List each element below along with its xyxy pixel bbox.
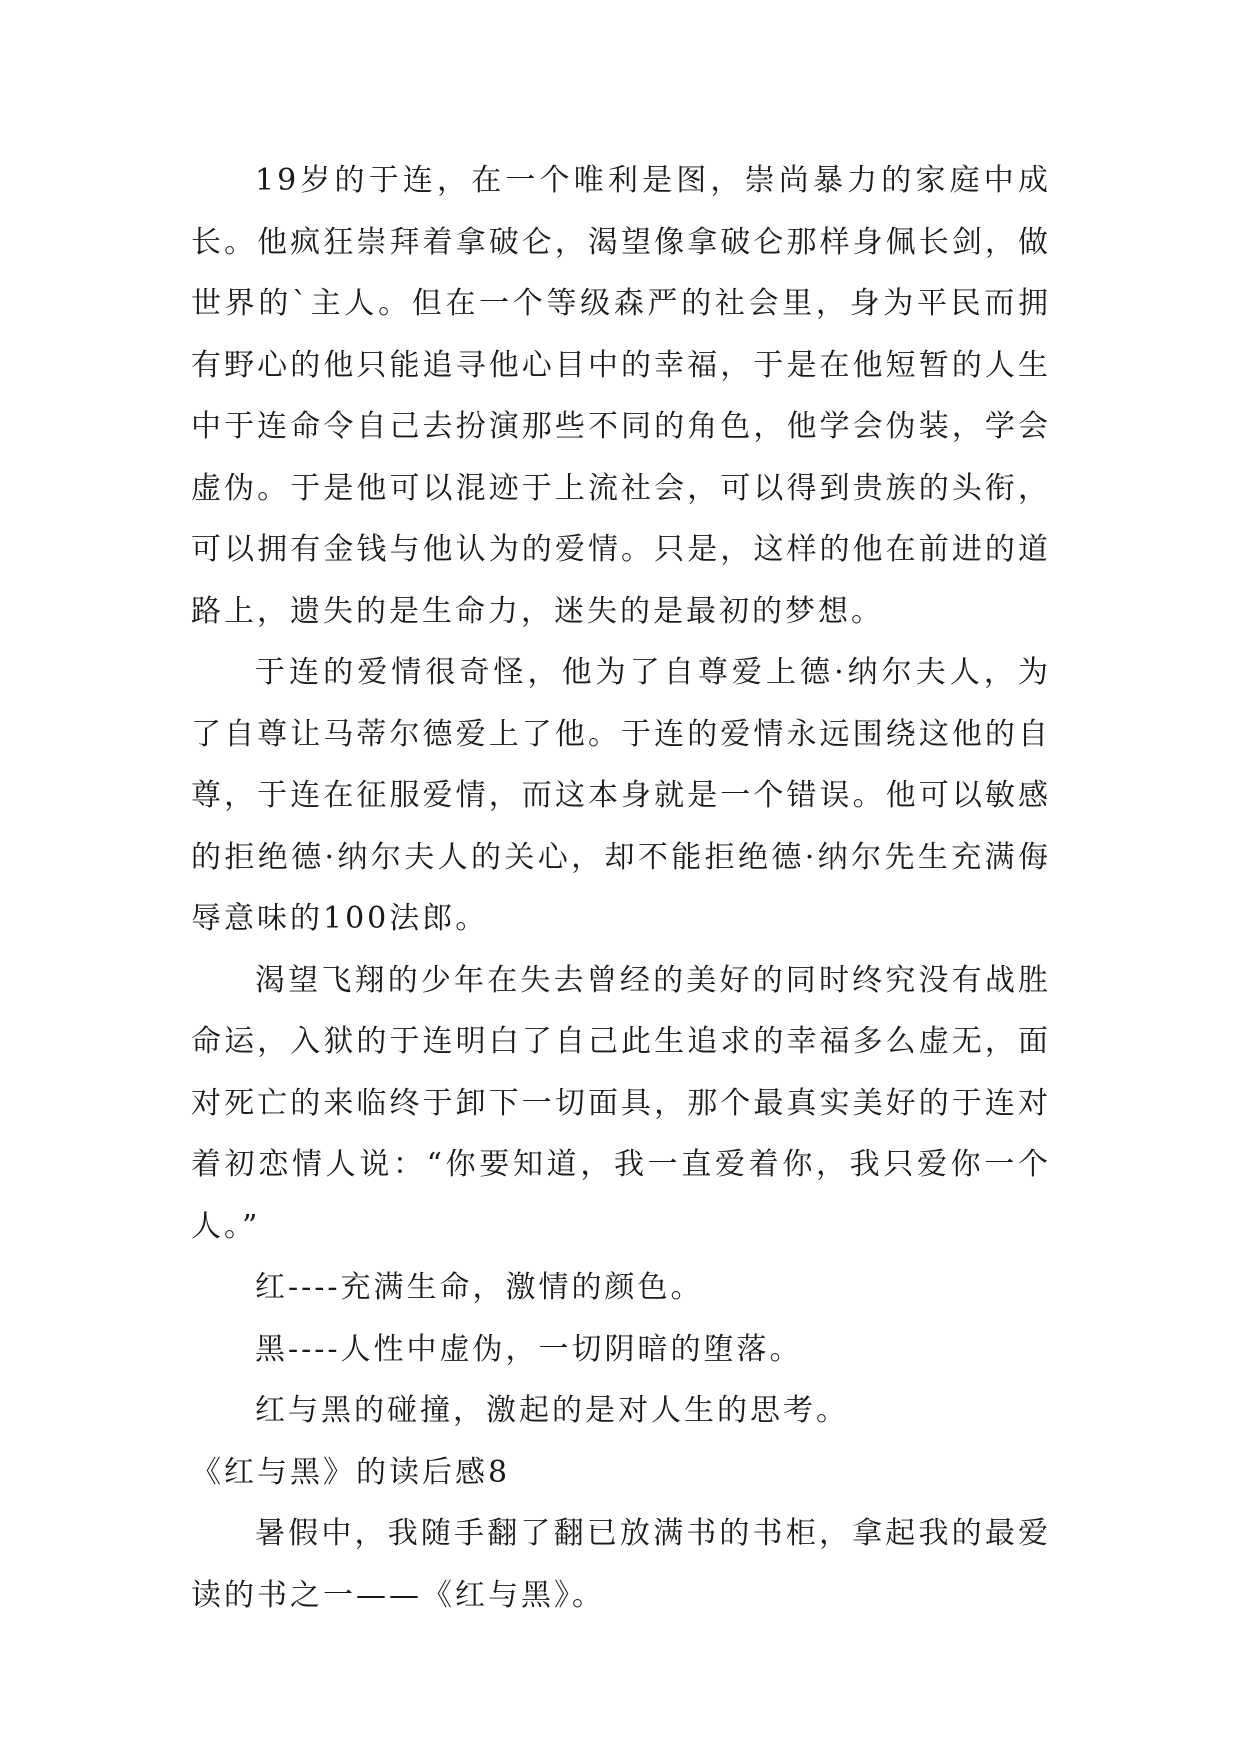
paragraph-1: 19岁的于连，在一个唯利是图，崇尚暴力的家庭中成长。他疯狂崇拜着拿破仑，渴望像拿破仑那样身佩长剑，做世界的`主人。但在一个等级森严的社会里，身为平民而拥有野心的他只能追寻他心目中的幸福，于是在他短暂的人生中于连命令自己去扮演那些不同的角色，他学会伪装，学会虚伪。于是他可以混迹于上流社会，可以得到贵族的头衔，可以拥有金钱与他认为的爱情。只是，这样的他在前进的道路上，遗失的是生命力，迷失的是最初的梦想。: [191, 163, 1051, 629]
paragraph-2: 于连的爱情很奇怪，他为了自尊爱上德·纳尔夫人，为了自尊让马蒂尔德爱上了他。于连的爱情永远围绕这他的自尊，于连在征服爱情，而这本身就是一个错误。他可以敏感的拒绝德·纳尔夫人的关心，却不能拒绝德·纳尔先生充满侮辱意味的100法郎。: [191, 655, 1051, 936]
line-red: 红----充满生命，激情的颜色。: [255, 1270, 704, 1305]
section-heading: 《红与黑》的读后感8: [191, 1454, 511, 1490]
line-black: 黑----人性中虚伪，一切阴暗的堕落。: [255, 1331, 803, 1367]
paragraph-3: 渴望飞翔的少年在失去曾经的美好的同时终究没有战胜命运，入狱的于连明白了自己此生追求的幸福多么虚无，面对死亡的来临终于卸下一切面具，那个最真实美好的于连对着初恋情人说：“你要知道，我一直爱着你，我只爱你一个人。”: [191, 962, 1051, 1244]
line-collision: 红与黑的碰撞，激起的是对人生的思考。: [255, 1393, 849, 1428]
paragraph-final: 暑假中，我随手翻了翻已放满书的书柜，拿起我的最爱读的书之一——《红与黑》。: [191, 1516, 1051, 1613]
document-body: [191, 150, 1051, 1626]
